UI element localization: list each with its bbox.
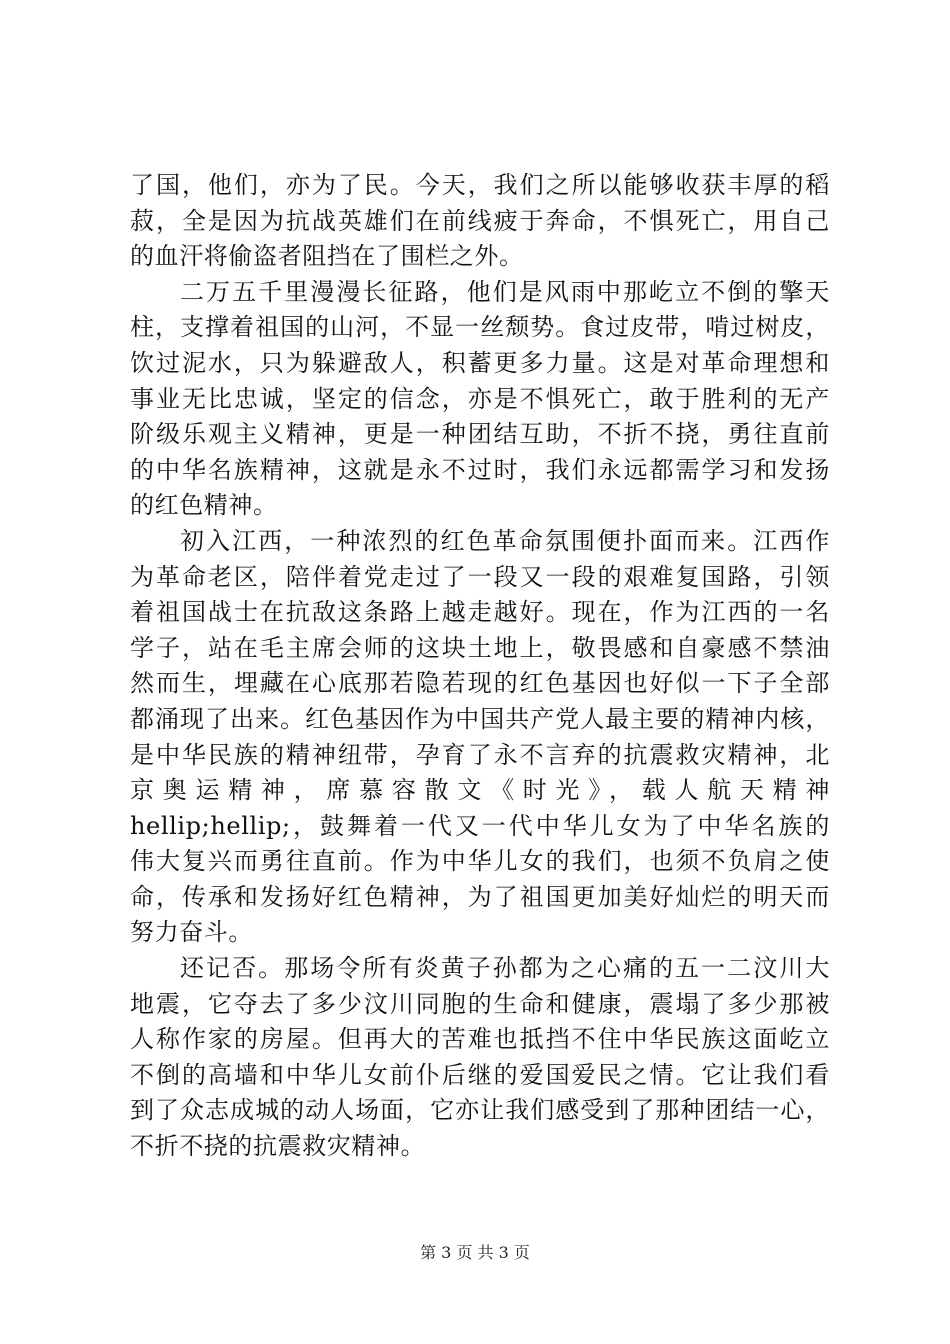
text-line: 事业无比忠诚，坚定的信念，亦是不惧死亡，敢于胜利的无产 bbox=[130, 384, 830, 413]
text-line: 学子，站在毛主席会师的这块土地上，敬畏感和自豪感不禁油 bbox=[130, 633, 830, 662]
text-line: 还记否。那场令所有炎黄子孙都为之心痛的五一二汶川大 bbox=[180, 954, 830, 983]
text-line: 的血汗将偷盗者阻挡在了围栏之外。 bbox=[130, 242, 524, 271]
body-text bbox=[130, 168, 830, 1165]
text-line: hellip;hellip;，鼓舞着一代又一代中华儿女为了中华名族的 bbox=[130, 811, 830, 840]
text-line: 都涌现了出来。红色基因作为中国共产党人最主要的精神内核， bbox=[130, 704, 830, 733]
text-line: 人称作家的房屋。但再大的苦难也抵挡不住中华民族这面屹立 bbox=[130, 1025, 830, 1054]
text-line: 阶级乐观主义精神，更是一种团结互助，不折不挠，勇往直前 bbox=[130, 420, 830, 449]
text-line: 饮过泥水，只为躲避敌人，积蓄更多力量。这是对革命理想和 bbox=[130, 348, 830, 377]
text-line: 的中华名族精神，这就是永不过时，我们永远都需学习和发扬 bbox=[130, 455, 830, 484]
text-line: 着祖国战士在抗敌这条路上越走越好。现在，作为江西的一名 bbox=[130, 598, 830, 627]
text-line: 地震，它夺去了多少汶川同胞的生命和健康，震塌了多少那被 bbox=[130, 989, 830, 1018]
text-line: 二万五千里漫漫长征路，他们是风雨中那屹立不倒的擎天 bbox=[180, 277, 830, 306]
text-line: 努力奋斗。 bbox=[130, 918, 253, 947]
text-line: 伟大复兴而勇往直前。作为中华儿女的我们，也须不负肩之使 bbox=[130, 847, 830, 876]
text-line: 到了众志成城的动人场面，它亦让我们感受到了那种团结一心， bbox=[130, 1096, 830, 1125]
text-line: 为革命老区，陪伴着党走过了一段又一段的艰难复国路，引领 bbox=[130, 562, 830, 591]
text-line: 了国，他们，亦为了民。今天，我们之所以能够收获丰厚的稻 bbox=[130, 171, 830, 199]
page-footer: 第 3 页 共 3 页 bbox=[420, 1243, 530, 1262]
text-line: 命，传承和发扬好红色精神，为了祖国更加美好灿烂的明天而 bbox=[130, 882, 830, 911]
text-line: 柱，支撑着祖国的山河，不显一丝颓势。食过皮带，啃过树皮， bbox=[130, 313, 830, 342]
text-line: 初入江西，一种浓烈的红色革命氛围便扑面而来。江西作 bbox=[180, 526, 830, 555]
text-line: 然而生，埋藏在心底那若隐若现的红色基因也好似一下子全部 bbox=[130, 669, 830, 698]
text-line: 不折不挠的抗震救灾精神。 bbox=[130, 1132, 426, 1161]
text-line: 的红色精神。 bbox=[130, 491, 278, 520]
text-line: 菽，全是因为抗战英雄们在前线疲于奔命，不惧死亡，用自己 bbox=[130, 206, 830, 235]
text-line: 不倒的高墙和中华儿女前仆后继的爱国爱民之情。它让我们看 bbox=[130, 1060, 830, 1089]
text-line: 京奥运精神，席慕容散文《时光》，载人航天精神 bbox=[130, 776, 830, 805]
text-line: 是中华民族的精神纽带，孕育了永不言弃的抗震救灾精神，北 bbox=[130, 740, 830, 769]
